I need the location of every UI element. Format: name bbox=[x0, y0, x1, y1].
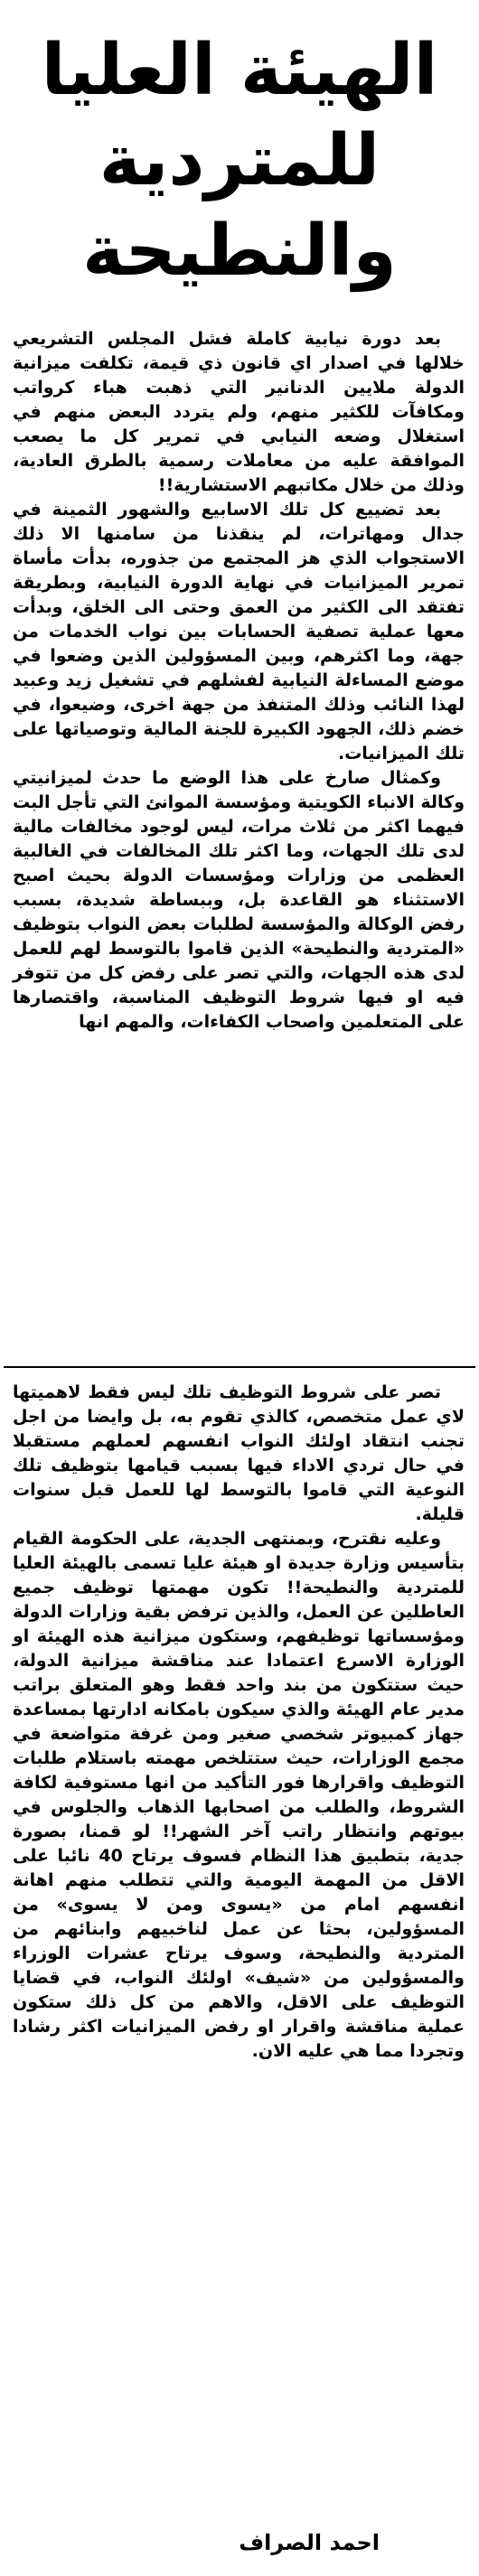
headline-line-1: الهيئة العليا bbox=[41, 29, 438, 111]
article-headline bbox=[0, 0, 479, 321]
article-body-bottom bbox=[13, 1381, 465, 2064]
article-paragraph: بعد تضييع كل تلك الاسابيع والشهور الثمينة في جدال ومهاترات، لم ينقذنا من سامنها الا ذلك الاستجواب الذي هز المجتمع من جذوره، بدأت مأساة تمرير الميزانيات في نهاية الدورة النيابية، وبطريقة تفتقد الى الكثير من العمق وحتى الى الخلق، وبدأت معها عملية تصفية الحسابات بين نواب الخدمات من جهة، وما اكثرهم، وبين المسؤولين الذين وضعوا في موضع المساءلة النيابية لفشلهم في تشغيل زيد وعبيد لهذا النائب وذلك المتنفذ من جهة اخرى، وضيعوا، في خضم ذلك، الجهود الكبيرة للجنة المالية وتوصياتها على تلك الميزانيات. bbox=[13, 500, 465, 763]
author-byline: احمد الصراف bbox=[239, 2530, 380, 2555]
article-paragraph: وكمثال صارخ على هذا الوضع ما حدث لميزانيتي وكالة الانباء الكويتية ومؤسسة الموانئ التي تأجل البت فيهما اكثر من ثلاث مرات، ليس لوجود مخالفات مالية لدى تلك الجهات، وما اكثر تلك المخالفات في الغالبية العظمى من وزارات ومؤسسات الدولة بحيث اصبح الاستثناء هو القاعدة بل، وببساطة شديدة، بسبب رفض الوكالة والمؤسسة لطلبات بعض النواب بتوظيف «المتردية والنطيحة» الذين قاموا بالتوسط لهم للعمل لدى هذه الجهات، والتي تصر على رفض كل من تتوفر فيه او فيها شروط التوظيف المناسبة، واقتصارها على المتعلمين واصحاب الكفاءات، والمهم انها bbox=[13, 768, 465, 1032]
article-paragraph: وعليه نقترح، وبمنتهى الجدية، على الحكومة القيام بتأسيس وزارة جديدة او هيئة عليا تسمى بالهيئة العليا للمتردية والنطيحة!! تكون مهمتها توظيف جميع العاطلين عن العمل، والذين ترفض بقية وزارات الدولة ومؤسساتها توظيفهم، وستكون ميزانية هذه الهيئة او الوزارة الاسرع اعتمادا عند مناقشة ميزانية الدولة، حيث ستتكون من بند واحد فقط وهو المتعلق براتب مدير عام الهيئة والذي سيكون بامكانه ادارتها بمساعدة جهاز كمبيوتر شخصي صغير ومن غرفة متواضعة في مجمع الوزارات، حيث ستتلخص مهمته باستلام طلبات التوظيف واقرارها فور التأكيد من انها مستوفية لكافة الشروط، والطلب من اصحابها الذهاب والجلوس في بيوتهم وانتظار راتب آخر الشهر!! لو قمنا، بصورة جدية، بتطبيق هذا النظام فسوف يرتاح 40 نائبا على الاقل من المهمة اليومية والتي تتطلب منهم اهانة انفسهم امام من «يسوى ومن لا يسوى» من المسؤولين، بحثا عن عمل لناخبيهم وابنائهم من المتردية والنطيحة، وسوف يرتاح عشرات الوزراء والمسؤولين من «شيف» اولئك النواب، في قضايا التوظيف على الاقل، والاهم من كل ذلك ستكون عملية مناقشة واقرار او رفض الميزانيات اكثر رشادا وتجردا مما هي عليه الان. bbox=[13, 1529, 465, 2061]
headline-line-2: للمتردية bbox=[99, 119, 380, 201]
headline-line-3: والنطيحة bbox=[82, 210, 397, 292]
article-paragraph: بعد دورة نيابية كاملة فشل المجلس التشريعي خلالها في اصدار اي قانون ذي قيمة، تكلفت ميزانية الدولة ملايين الدنانير التي ذهبت هباء كرواتب ومكافآت للكثير منهم، ولم يتردد البعض منهم في استغلال وضعه النيابي في تمرير كل ما يصعب الموافقة عليه من معاملات رسمية بالطرق العادية، وذلك من خلال مكاتبهم الاستشارية!! bbox=[13, 329, 465, 495]
article-paragraph: تصر على شروط التوظيف تلك ليس فقط لاهميتها لاي عمل متخصص، كالذي تقوم به، بل وايضا من اجل تجنب انتقاد اولئك النواب انفسهم لعملهم مستقبلا في حال تردي الاداء فيها بسبب قيامها بتوظيف تلك النوعية التي قاموا بالتوسط لها للعمل قبل سنوات قليلة. bbox=[13, 1382, 465, 1524]
column-divider bbox=[4, 1366, 475, 1368]
article-body-top bbox=[13, 327, 465, 1035]
